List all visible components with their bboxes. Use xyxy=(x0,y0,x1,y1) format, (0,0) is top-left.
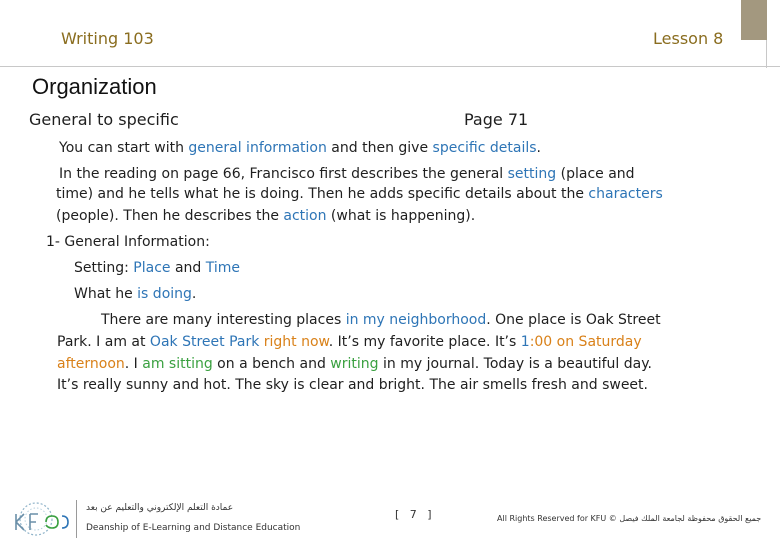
text: and then give xyxy=(326,140,433,156)
lesson-label: Lesson 8 xyxy=(653,29,724,48)
highlight-setting: setting xyxy=(507,166,557,182)
footer-rights: All Rights Reserved for KFU © جميع الحقوق محفوظة لجامعة الملك فيصل xyxy=(497,514,762,523)
footer-arabic-deanship: عمادة التعلم الإلكتروني والتعليم عن بعد xyxy=(86,503,234,513)
para-line-4: It’s really sunny and hot. The sky is clear and bright. The air smells fresh and sweet. xyxy=(57,377,648,393)
kfu-logo-icon xyxy=(6,500,76,538)
text: Setting: xyxy=(74,260,134,276)
intro-line xyxy=(59,138,541,158)
highlight-oak-street-park: Oak Street Park xyxy=(149,334,260,350)
header-accent-block xyxy=(741,0,767,40)
text: time) and he tells what he is doing. Then he adds specific details about the xyxy=(56,186,589,202)
highlight-writing: writing xyxy=(330,356,379,372)
header-divider xyxy=(0,66,780,67)
setting-line xyxy=(74,258,240,278)
text: . I xyxy=(124,356,143,372)
text: Park. I am at xyxy=(57,334,150,350)
subtitle: General to specific xyxy=(29,110,179,129)
reading-line-2 xyxy=(56,184,663,204)
highlight-afternoon: afternoon xyxy=(57,356,125,372)
footer-separator xyxy=(76,500,77,538)
text: (place and xyxy=(556,166,635,182)
text: in my journal. Today is a beautiful day. xyxy=(378,356,652,372)
text: . It’s my favorite place. It’s xyxy=(328,334,521,350)
highlight-general-information: general information xyxy=(188,140,327,156)
para-line-2 xyxy=(57,332,642,352)
text: In the reading on page 66, Francisco first describes the general xyxy=(59,166,508,182)
para-line-3 xyxy=(57,354,652,374)
highlight-right-now: right now xyxy=(259,334,329,350)
page-number-box xyxy=(395,508,432,521)
section-heading: 1- General Information: xyxy=(46,234,210,250)
text: . xyxy=(191,286,197,302)
footer-english-deanship: Deanship of E-Learning and Distance Education xyxy=(86,523,301,533)
highlight-am-sitting: am sitting xyxy=(142,356,213,372)
para-line-1 xyxy=(101,310,661,330)
reading-line-3 xyxy=(56,206,475,226)
highlight-hour: 1 xyxy=(520,334,530,350)
page-reference: Page 71 xyxy=(464,110,529,129)
highlight-time: Time xyxy=(205,260,241,276)
highlight-action: action xyxy=(283,208,327,224)
text: (what is happening). xyxy=(326,208,476,224)
slide-title: Organization xyxy=(32,74,157,99)
highlight-is-doing: is doing xyxy=(137,286,192,302)
highlight-place: Place xyxy=(133,260,171,276)
highlight-characters: characters xyxy=(588,186,663,202)
course-label: Writing 103 xyxy=(61,29,154,48)
text: . xyxy=(536,140,541,156)
text: (people). Then he describes the xyxy=(56,208,284,224)
highlight-specific-details: specific details xyxy=(432,140,537,156)
text: You can start with xyxy=(59,140,189,156)
text: and xyxy=(170,260,206,276)
text: on a bench and xyxy=(212,356,331,372)
text: What he xyxy=(74,286,138,302)
highlight-time-saturday: :00 on Saturday xyxy=(529,334,642,350)
text: There are many interesting places xyxy=(101,312,346,328)
highlight-neighborhood: in my neighborhood xyxy=(345,312,487,328)
text: . One place is Oak Street xyxy=(486,312,661,328)
header-accent-line xyxy=(766,40,767,68)
bracket-left: [ xyxy=(395,508,400,521)
page-number: 7 xyxy=(409,508,417,521)
bracket-right: ] xyxy=(427,508,432,521)
reading-line-1 xyxy=(59,164,635,184)
what-line xyxy=(74,284,196,304)
